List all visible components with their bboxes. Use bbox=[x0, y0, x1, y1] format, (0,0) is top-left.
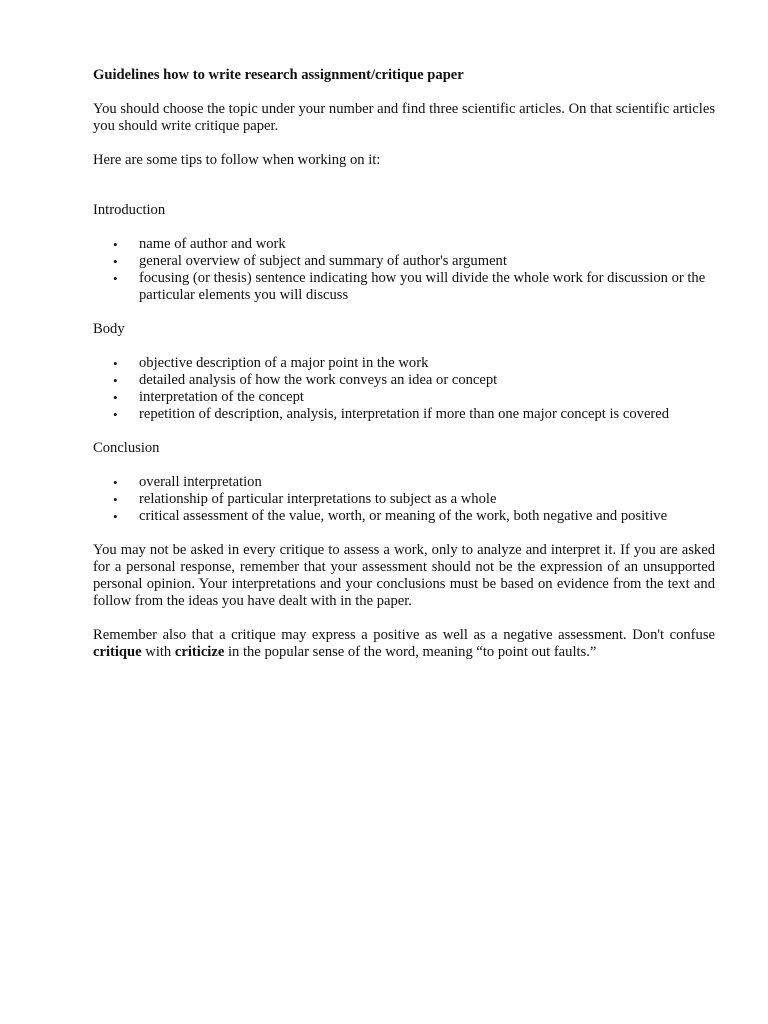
bullet-icon: • bbox=[113, 237, 118, 252]
critique-term: critique bbox=[93, 644, 142, 660]
list-item: • critical assessment of the value, worth, or meaning of the work, both negative and positive bbox=[113, 508, 668, 524]
intro-paragraph: You should choose the topic under your number and find three scientific articles. On that scientific articles you should write critique paper. bbox=[93, 101, 715, 134]
tips-line: Here are some tips to follow when working on it: bbox=[93, 152, 381, 168]
bullet-icon: • bbox=[113, 492, 118, 507]
section-heading-body: Body bbox=[93, 321, 125, 337]
list-item: • overall interpretation bbox=[113, 474, 262, 490]
bullet-icon: • bbox=[113, 271, 118, 286]
bullet-icon: • bbox=[113, 373, 118, 388]
bullet-icon: • bbox=[113, 407, 118, 422]
document-page bbox=[93, 67, 715, 661]
bullet-icon: • bbox=[113, 390, 118, 405]
list-item: • name of author and work bbox=[113, 236, 286, 252]
personal-response-paragraph: You may not be asked in every critique to assess a work, only to analyze and interpret it. If you are asked for a personal response, remember that your assessment should not be the expression of an unsupported personal opinion. Your interpretations and your conclusions must be based on evidence from the text and follow from the ideas you have dealt with in the paper. bbox=[93, 542, 715, 609]
list-item: • relationship of particular interpretations to subject as a whole bbox=[113, 491, 497, 507]
document-title: Guidelines how to write research assignment/critique paper bbox=[93, 67, 464, 83]
bullet-icon: • bbox=[113, 254, 118, 269]
body-list bbox=[93, 355, 715, 423]
conclusion-list bbox=[93, 474, 715, 525]
list-item: • objective description of a major point in the work bbox=[113, 355, 429, 371]
bullet-icon: • bbox=[113, 475, 118, 490]
list-item: • repetition of description, analysis, interpretation if more than one major concept is covered bbox=[113, 406, 670, 422]
list-item: • interpretation of the concept bbox=[113, 389, 304, 405]
list-item: • general overview of subject and summary of author's argument bbox=[113, 253, 507, 269]
section-heading-conclusion: Conclusion bbox=[93, 440, 160, 456]
section-heading-introduction: Introduction bbox=[93, 202, 166, 218]
bullet-icon: • bbox=[113, 356, 118, 371]
bullet-icon: • bbox=[113, 509, 118, 524]
list-item: • detailed analysis of how the work conveys an idea or concept bbox=[113, 372, 498, 388]
introduction-list bbox=[93, 236, 715, 304]
remember-paragraph: Remember also that a critique may express a positive as well as a negative assessment. Don't confuse critique with criticize in the popular sense of the word, meaning “to point out faults.” bbox=[93, 627, 715, 660]
list-item: • focusing (or thesis) sentence indicating how you will divide the whole work for discussion or the particular elements you will discuss bbox=[113, 270, 706, 303]
criticize-term: criticize bbox=[174, 644, 225, 660]
